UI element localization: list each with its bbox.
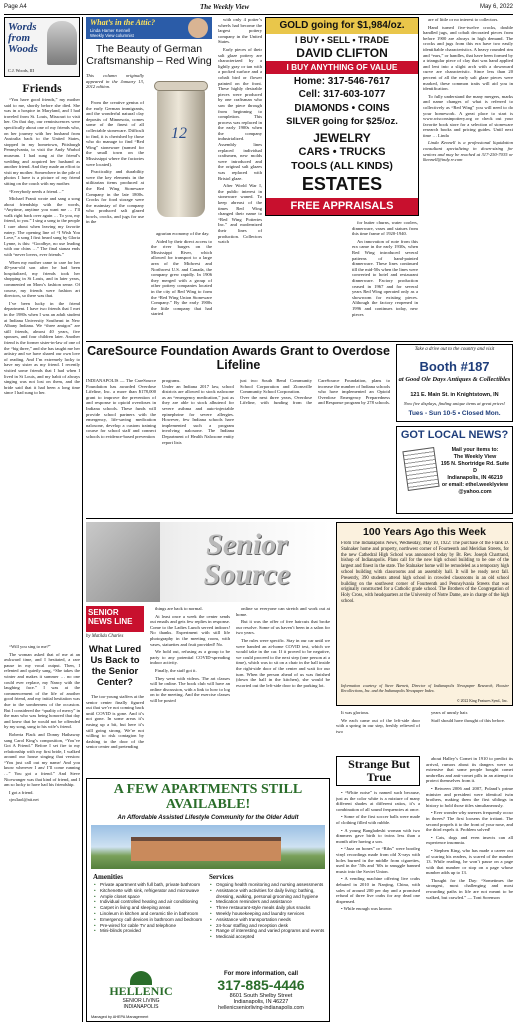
- crock-body: [157, 87, 205, 217]
- attic-column-title: What’s in the Attic?: [90, 18, 156, 27]
- attic-col-1: [86, 100, 144, 337]
- amenity-item: • Pre-wired for cable TV and telephone: [100, 923, 205, 929]
- news-line: 195 N. Shortridge Rd. Suite D: [440, 461, 510, 474]
- gold-buyer-ad: [265, 17, 419, 216]
- attic-paragraph: An innovation of note from this era came in the early 1930s, when Red Wing introduced several patterns of hand-painted dinnerware. These lines continued till the mid-50s when the lines were converted to hotel and restaurant dinnerware. Factory production ceased in 1967 and for several years Red Wing operated only as a showroom for existing pieces. Although the factory reopened in 1996 and continues today, new pieces: [352, 238, 418, 317]
- attic-col-5: [423, 17, 513, 339]
- diamonds-coins: DIAMONDS • COINS: [294, 103, 390, 114]
- attic-paragraph: From the creative genius of the early German immigrants, and the wonderful natural clay deposits of Minnesota, comes some of the finest of all collectable stoneware. Difficult to find, it is cherished by those who do manage to find “Red Wing” stoneware (named for the small town on the Mississippi where the factories were located).: [86, 100, 144, 167]
- senior-paragraph: But it was the offer of free haircuts that broke our resolve. Some of us haven’t been in a salon for two years.: [236, 619, 330, 636]
- news-mail-info: [439, 447, 511, 496]
- caresource-headline: CareSource Foundation Awards Grant to Overdose Lifeline: [87, 344, 390, 372]
- building-facade: [131, 837, 281, 861]
- amenity-item: • Emergency call devices in bathroom and bedroom: [100, 917, 205, 923]
- words-body-continued: [4, 644, 80, 1022]
- strange-col-1: [336, 790, 420, 1022]
- amenity-item: • Individual controlled heating and air conditioning: [100, 899, 205, 905]
- hundred-years-copyright: © 2022 King Features Synd., Inc.: [456, 699, 508, 703]
- booth-number: Booth #187: [419, 359, 490, 374]
- senior-paragraph: They went with videos. The art classes will be online. The book club will have an online discussion, with a link to how to log on to the meeting. And the exercise classes will be posted: [150, 675, 230, 703]
- attic-note: This column originally appeared in the January 13, 2012 edition.: [86, 73, 144, 90]
- info-label: For more information, call: [223, 971, 298, 977]
- tools: TOOLS (ALL KINDS): [291, 160, 393, 172]
- attic-paragraph: Aided by their direct access to the river barges on the Mississippi River, which allowed for transport to a large area of the Midwest and Northwest U.S. and Canada, the company grew rapidly. In 1906 they merged with a group of other pottery companies located in the city of Red Wing to form the “Red Wing Union Stoneware Company.” By the early 1900s the little company that had started: [151, 238, 212, 317]
- author-photo: [188, 18, 208, 38]
- amenity-item: • Linoleum in kitchen and ceramic tile in bathroom: [100, 911, 205, 917]
- crock-rim: [154, 81, 208, 91]
- services-title: Services: [209, 873, 234, 881]
- amenity-item: • Private apartment with full bath, private bathroom: [100, 882, 205, 888]
- words-paragraph: “Everybody needs a friend…”: [9, 188, 64, 194]
- words-paragraph: “You have good friends,” my mother said to me, shortly before she died. She was in a hospice in Maryland, and I had traveled from St. Louis, Missouri to visit her. On that day, our reminiscences were specifically about one of my friends who, on her journey with her husband from Australia back to the United States, stopped in my hometown, Pittsburgh Pennsylvania, to visit the Andy Warhol museum. I had sung at the friend’s wedding and acquired her husband as another friend. And they made an effort to visit my mother. Somewhere in the pile of photos I have is a picture of my friend sitting on the couch with my mother.: [4, 97, 80, 186]
- managed-by: Managed by AHEPA Management: [91, 1015, 149, 1019]
- senior-col-2: [150, 606, 230, 774]
- attic-paragraph: are of little or no interest to collectors.: [428, 17, 499, 22]
- senior-headline: What Lured Us Back to the Senior Center?: [88, 644, 142, 688]
- gold-banner: GOLD going for $1,984/oz.: [266, 18, 418, 34]
- cell-phone: Cell: 317-603-1077: [298, 89, 386, 100]
- hellenic-website[interactable]: hellenicseniorliving-indianapolis.com: [218, 1005, 304, 1011]
- attic-paragraph: Early pieces of their salt glaze pottery are characterized by a lightly gray or tan with a pocked surface and a cobalt bird or flower painted on the front. These highly desirable pieces were produced by one craftsman who saw the piece through from beginning to completion. This process was replaced in the early 1900s when the company industrialized. Assembly lines replaced individual craftsmen, new molds were introduced and the original salt glazes was replaced with Bristol glaze.: [218, 46, 262, 181]
- attic-bio: Linda Kennell is a professional liquidation consultant specializing in down-sizing for seniors and may be reached at 317-250-7035 or lkennell@indy.rr.com: [423, 140, 513, 163]
- thought-for-day: Thought for the Day: “Sometimes the strongest, most challenging and most rewarding paths in life are not meant to be walked, but crawled.” — Toni Sorenson: [426, 877, 513, 900]
- caresource-col-2: programs. Under an Indiana 2017 law, school districts are allowed to stock naloxone as an “emergency medication,” just as they are able to stock albuterol for severe asthma and auto-injectable epinephrine for severe allergies. However, few Indiana schools have implemented such a program involving naloxone. The Indiana Department of Health Naloxone entity report lists: [162, 378, 234, 445]
- masthead: The Weekly View: [200, 3, 250, 11]
- red-wing-crock-photo: [149, 75, 213, 225]
- senior-paragraph: At least once a week the center sends out emails and gets few replies in response. Come to the Ladies Lunch served indoors! No thanks. Experiment with still life photography in the meeting room, with vases, statuettes and fruit provided! No.: [150, 613, 230, 647]
- amenity-item: • Ample closet space: [100, 894, 205, 900]
- booth-tagline: Take a drive out to the country and visit: [414, 347, 495, 352]
- words-body: [4, 97, 80, 642]
- attic-col-2: [151, 231, 212, 337]
- senior-paragraph: The rules were specific. Stay in our car until we were handed an at-home COVID test, which we would take in the car. If it proved to be negative, we could proceed to the next step (one person at a time), which was to sit on a chair in the hall inside the right-side door of the center and wait for our turn. When the person ahead of us was finished (down the hall in the kitchen), she would be escorted out the left-side door to the parking lot.: [236, 637, 330, 688]
- issue-date: May 6, 2022: [479, 4, 513, 10]
- hellenic-logo-city: INDIANAPOLIS: [123, 1004, 159, 1010]
- senior-paragraph: We hold out, refusing as a group to be party to any potential COVID-spreading indoor activity.: [150, 649, 230, 666]
- attic-author: Linda Hamer Kennell: [90, 28, 131, 33]
- silver-price: SILVER going for $25/oz.: [286, 116, 398, 127]
- senior-newsline-logo: [86, 606, 144, 632]
- hellenic-logo-name: HELLENIC: [109, 984, 173, 998]
- senior-source-banner: [86, 522, 330, 602]
- words-from-woods: [4, 17, 80, 1022]
- strange-fact: • Some of the first soccer balls were made of clothing filled with rubble.: [336, 814, 420, 825]
- crock-number: 12: [171, 125, 187, 142]
- senior-paragraph: The too-young staffers at the senior center finally figured out that we’re not coming back until COVID is gone. And it’s not gone. In some areas it’s easing up a bit, but here it’s still going strong. We’re not willing to risk contagion by dashing to the door of the senior center and pretending: [86, 694, 144, 750]
- words-paragraph: I got a friend.: [9, 789, 34, 795]
- services-list: [209, 882, 325, 940]
- hellenic-headline: A FEW APARTMENTS STILL AVAILABLE!: [113, 782, 303, 812]
- strange-fact: • While enough was known: [341, 906, 392, 912]
- words-paragraph: I’ve been lucky in the friend department. I have two friends that I met in the 1980s when I was an adult student at Indiana University Southeast in New Albany Indiana. We “three amigos” are still friends, almost 40 years, five spouses, and four children later. Another friend is the former sister-in-law of one of the “big three,” and she has taught me her artistry and we have shared our own love of reading. And I’m extremely lucky to have my sister as my friend. I recently visited some friends that I had when I lived in St Louis, and my habit of always singing was not lost on them, and the bride said that it had been a long time since I had sung to her.: [4, 300, 80, 396]
- hellenic-city: Indianapolis, IN 46227: [233, 999, 289, 1005]
- hundred-years-box: [336, 522, 513, 706]
- news-line: or email: ethel.weeklyview: [441, 482, 509, 488]
- caresource-article: [86, 344, 391, 514]
- hundred-years-credit: Information courtesy of Steve Barnett, Director of Indianapolis Newspaper Research, Hoosier Recollections, Inc. and the Indianapolis Newspaper Index.: [341, 683, 509, 693]
- strange-fact: • Ever wonder why sneezes frequently occur in threes? The first loosens the irritant. The second propels it to the front of your nose, and the third expels it. Problem solved!: [426, 810, 513, 833]
- news-line: Mail your items to:: [451, 447, 499, 453]
- hellenic-address: 8601 South Shelby Street: [229, 993, 293, 999]
- booth-note: Now five displays, finding unique items at great prices!: [403, 401, 506, 406]
- words-paragraph: When my mother came to care for her 40-year-old son after he had been hospitalized, my friends took her shopping in St Louis, and in later years, commented on Mom’s fashion sense. Of course, my friends were fashion art directors, so there was that.: [4, 259, 80, 299]
- local-news-title: GOT LOCAL NEWS?: [400, 429, 509, 441]
- news-line: @yahoo.com: [458, 489, 492, 495]
- attic-paragraph: To fully understand the many mergers, marks and name changes of what is referred to collectively as “Red Wing” you will need to do your homework. A great place to start is www.wisconsinpottery.org or check out your favorite book store for a selection of stoneware research books and pricing guides. Until next time … Linda: [423, 93, 513, 138]
- senior-paragraph: We each came out of the left-side door with a spring in our step, freshly relieved of two: [336, 717, 420, 734]
- senior-col-3: [236, 606, 330, 774]
- cars-trucks: CARS • TRUCKS: [298, 146, 386, 158]
- senior-paragraph: It was glorious.: [341, 710, 370, 715]
- strange-fact: • Cats, dogs and even insects can all experience insomnia.: [426, 834, 513, 846]
- hellenic-logo: [91, 971, 191, 1019]
- attic-paragraph: agrarian economy of the day.: [156, 231, 210, 236]
- senior-col-1: [86, 694, 144, 774]
- free-appraisals: FREE APPRAISALS: [266, 198, 418, 215]
- service-item: • Medicaid accepted: [216, 934, 325, 940]
- words-paragraph: Michael Franti wrote and sang a song about friendship with the words, “Anytime, anytime you want me … I’ll walk right back over again … To you, my friend, to you.” I sing a song to the people I care about when leaving my favorite eatery. The opening line of “I Wish You Love,” a song I first heard sung by Gloria Lynne, is this: “Goodbye, no use leading with our chins …” The final stanza ends with “never lovers, ever friends.”: [4, 196, 80, 258]
- page-header: [4, 3, 513, 14]
- strange-fact: • Between 2006 and 2007, Poland’s prime minister and president were identical twin brothers, making them the first siblings in history to hold those titles simultaneously.: [426, 785, 513, 808]
- attic-col-3: [218, 17, 262, 337]
- hundred-years-headline: 100 Years Ago this Week: [363, 526, 486, 538]
- amenity-item: • Mini-blinds provided: [100, 928, 205, 934]
- author-photo: [47, 21, 77, 65]
- senior-paragraph: Finally, the staff got it.: [155, 667, 197, 673]
- dealer-name: DAVID CLIFTON: [296, 46, 388, 60]
- service-item: • 24-hour staffing and reception desk: [216, 923, 325, 929]
- attic-subtitle: Weekly View columnist: [90, 33, 134, 38]
- strange-col-2: [426, 756, 513, 1022]
- hellenic-logo-mark: [130, 971, 152, 985]
- strange-fact: • “Jazz on bones” or “Ribs” were bootleg vinyl recordings made from old X-rays with holes burned in the middle from cigarettes, used in the ’50s and ’60s to smuggle banned music into the Soviet Union.: [336, 846, 420, 874]
- service-item: • Weekly housekeeping and laundry services: [216, 911, 325, 917]
- attic-paragraph: for butter churns, water coolers, dinnerware, vases and statues from this time frame of 1920-1940.: [352, 220, 418, 237]
- section-rule: [86, 341, 513, 342]
- local-news-ad: [396, 426, 513, 514]
- hellenic-subhead: An Affordable Assisted Lifestyle Community for the Older Adult: [117, 815, 299, 821]
- attic-paragraph: After World War I, the public interest in stoneware waned. To keep abreast of the times Red Wing changed their name to “Red Wing Potteries Inc.” and modernized their lines of production. Collectors watch: [218, 183, 262, 245]
- strange-fact: • “White noise” is named such because, just as the color white is a mixture of many different shades at different ratios, it’s a combination of all sound frequencies at once.: [336, 790, 420, 812]
- strange-fact: about Halley’s Comet in 1910 to predict its arrival, rumors about its dangers were so extensive that some people bought comet umbrellas and anti-comet pills in an attempt to protect themselves from it.: [426, 756, 513, 784]
- senior-paragraph: Staff should have thought of this before.: [431, 717, 506, 723]
- senior-paragraph: years of unruly hair.: [431, 710, 468, 715]
- hellenic-ad: [86, 778, 330, 1022]
- attic-paragraph: with only 4 potter’s wheels had become the largest pottery company in the United States.: [218, 17, 262, 45]
- home-phone: Home: 317-546-7617: [293, 76, 391, 87]
- words-headline: Friends: [22, 81, 62, 95]
- seniors-photo: [86, 522, 160, 602]
- column-byline: C.J. Woods, III: [8, 68, 34, 73]
- attic-col-4: [352, 220, 418, 338]
- shop-name: at Good Ole Days Antiques & Collectibles: [398, 376, 511, 383]
- contact-email: cjm3aol@att.net: [9, 797, 39, 803]
- strange-fact: • A vending machine offering live crabs debuted in 2010 in Nanjing, China, with sales of around 200 per day and a promised refund of three live crabs for any dead one dispensed.: [336, 876, 420, 904]
- attic-paragraph: Hand turned five-twelve crocks, double handled jugs, and cobalt decorated pieces from before 1900 are always in high demand. The crocks and jugs from this era have two easily identifiable characteristics. A heavy rounded rim and “ears,” or handles, that have been formed by a triangular piece of clay that was hand applied and lent into a slight arch with a downward curve are characteristic. Since less than 20 percent of all the early salt glaze pieces were marked, these common traits will aid you in identification.: [423, 24, 513, 92]
- strange-fact: • A young Bangladeshi woman with two dimmers gave birth to twins less than a month after having a son.: [336, 827, 420, 844]
- column-divider: [82, 17, 83, 1022]
- attic-paragraph: Practicality and durability were the key elements in the utilitarian items produced at the Red Wing Stoneware Company in the late 1800s. Crocks for food storage were the mainstay of the company who produced salt glazed bowls, crocks, and jugs for use in the: [86, 169, 144, 225]
- hellenic-contact: [195, 971, 327, 1011]
- strange-title: Strange But True: [348, 757, 410, 784]
- estates: ESTATES: [301, 174, 383, 194]
- shop-hours: Tues - Sun 10-5 • Closed Mon.: [408, 410, 501, 417]
- attic-column-header: [86, 17, 212, 39]
- service-item: • Ongoing health monitoring and nursing assessments: [216, 882, 325, 888]
- news-line: The Weekly View: [453, 454, 497, 460]
- senior-tail-left: [336, 710, 420, 750]
- strange-fact: • Stephen King, who has made a career out of scaring his readers, is scared of the number 13. While reading, he won’t pause on a page with that number or stop on a page whose number adds up to 13.: [426, 847, 513, 876]
- amenity-item: • Carpet in living and sleeping areas: [100, 905, 205, 911]
- words-paragraph: The woman asked that of me at an awkward time, and I hesitated, a rare pause in my vocal output. Then, I relented and quietly sang, “She takes the winter and makes it summer … no one could ever replace, my Nancy with the laughing face.” I was at the commencement of the life of another good friend, and my initial hesitation was due to the somberness of the occasion. But I considered the “quality of mercy” in the man who was being honored that day and knew that he would not be offended by my song, sung to his wife’s friend.: [4, 651, 80, 730]
- shop-address: 121 E. Main St. in Knightstown, IN: [410, 392, 499, 398]
- amenities-list: [93, 882, 205, 934]
- booth-ad: [396, 344, 513, 422]
- words-paragraph: Roberta Flack and Donny Hathaway sang Carol King’s composition, “You’ve Got A Friend.” Before I set fire to my relationship with my first bride, I walked around our house singing that version: “You just call out my name/ And you know wherever I am/ I’ll come running …” You got a friend.” And Steve Nicewanger was that kind of friend, and I am so lucky to have had his friendship.: [4, 731, 80, 788]
- caresource-col-3: just two South Bend Community School Corporation and Zionsville Community School Corporation. Over the next three years, Overdose Lifeline, with funding from the CareSource Foundation, plans to increase the number of Indiana schools who have implemented an Opioid Overdose Emergency Preparedness and Response program by 278 schools.: [240, 378, 390, 406]
- buy-anything-banner: I BUY ANYTHING OF VALUE: [266, 61, 418, 74]
- hellenic-phone: 317-885-4446: [217, 977, 305, 993]
- column-logo: [4, 17, 80, 77]
- newsline-label: SENIOR NEWS LINE: [88, 608, 133, 626]
- senior-tail-right: [426, 710, 513, 750]
- service-item: • Assistance with activities for daily living: bathing, dressing, walking, personal grooming and hygiene: [216, 888, 325, 900]
- senior-paragraph: things are back to normal.: [155, 606, 203, 611]
- attic-headline: The Beauty of German Craftsmanship – Red Wing: [86, 43, 212, 67]
- building-photo: [91, 825, 325, 869]
- service-item: • Range of interesting and varied programs and events: [216, 928, 325, 934]
- service-item: • Medication reminders and assistance: [216, 899, 325, 905]
- amenity-item: • Kitchenette with sink, refrigerator and microwave: [100, 888, 205, 894]
- amenities-title: Amenities: [93, 873, 123, 881]
- service-item: • Assistance with transportation needs: [216, 917, 325, 923]
- senior-source-title: Senior Source: [203, 528, 291, 591]
- words-paragraph: “Will you sing to me?”: [9, 644, 51, 649]
- senior-paragraph: online so everyone can stretch and work out at home.: [236, 606, 330, 617]
- page-number: Page A4: [4, 4, 27, 10]
- jewelry: JEWELRY: [313, 131, 371, 145]
- buy-sell-trade: I BUY • SELL • TRADE: [295, 35, 389, 45]
- newspaper-icon: [402, 447, 439, 491]
- section-rule: [86, 518, 513, 519]
- strange-logo: [336, 756, 420, 786]
- senior-byline: by Matilda Charles: [86, 634, 124, 639]
- hellenic-logo-sub: SENIOR LIVING: [122, 998, 160, 1004]
- service-item: • Three restaurant-style meals daily plus snacks: [216, 905, 325, 911]
- column-title: Words from Woods: [8, 21, 38, 55]
- news-line: Indianapolis, IN 46219: [447, 475, 503, 481]
- header-rule: [4, 14, 513, 15]
- hundred-years-body: From The Indianapolis News, Wednesday, May 10, 1922: The purchase of the Frank D. Stalnaker home and property, northwest corner of Fourteenth and Meridian Streets, for the new Cathedral High School was announced today by Bt. Rev. Joseph Chartrand, bishop of Indianapolis. Plans call for the new high school building to be one of the largest and finest in the state. The Stalnaker home will be remodeled as a temporary high school building with classrooms and an assembly hall. It will be ready next fall. Presently, 390 students attend high school in crowded classrooms in an old school building on the southwest corner of Fourteenth and Pennsylvania Streets that was originally constructed for a Catholic grade school. The Brothers of the Congregation of Holy Cross, with headquarters at the University of Notre Dame, are in charge of the high school.: [341, 541, 509, 604]
- caresource-col-1: INDIANAPOLIS — The CareSource Foundation has awarded Overdose Lifeline, Inc. a more than $178,000 grant to improve the prevention of and response to opioid overdoses in Indiana schools. These funds will provide school partners with the emergency, life-saving medication naloxone, develop a custom training course for school staff and connect schools to evidence-based prevention: [86, 378, 156, 439]
